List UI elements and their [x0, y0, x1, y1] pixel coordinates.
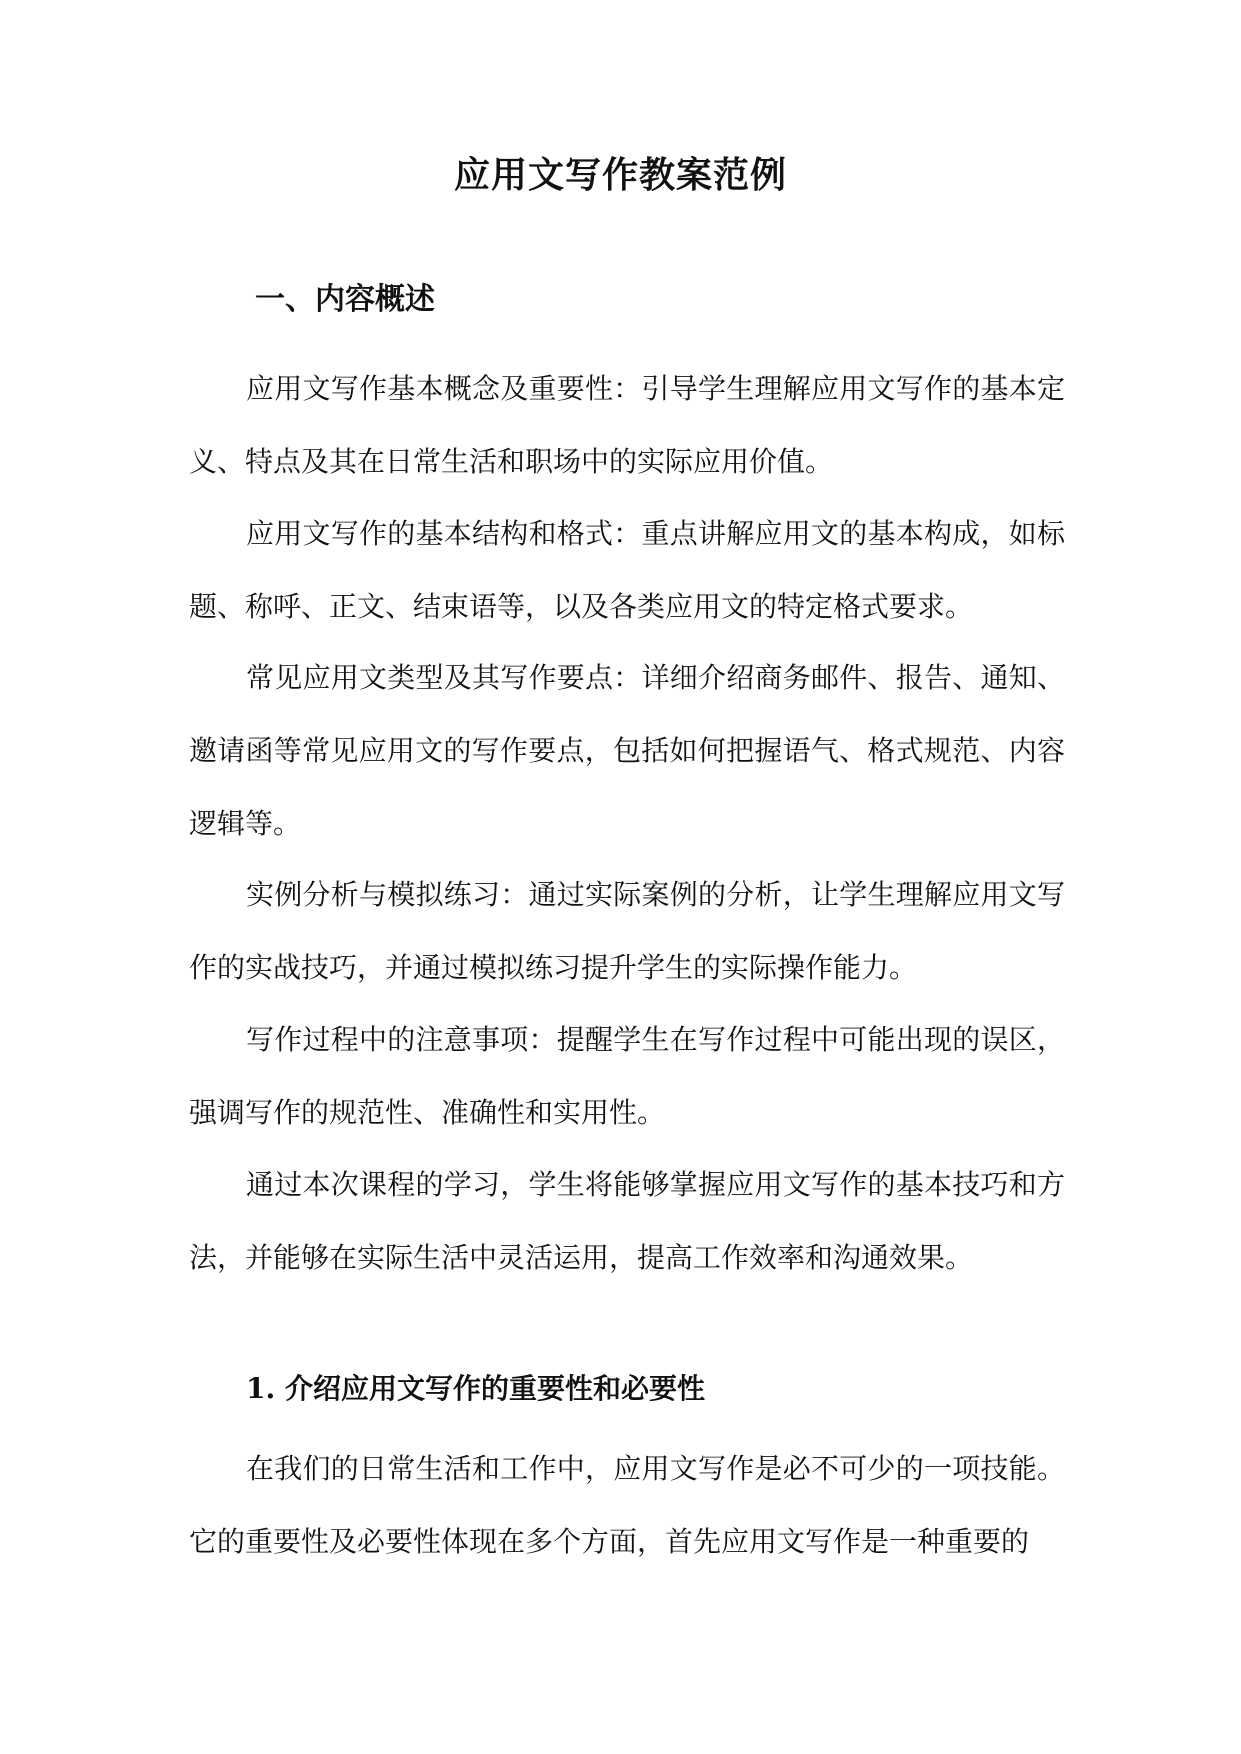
paragraph-case-analysis: 实例分析与模拟练习：通过实际案例的分析，让学生理解应用文写作的实战技巧，并通过模拟练习提升学生的实际操作能力。 [189, 878, 1065, 984]
subheading: 1. 介绍应用文写作的重要性和必要性 [246, 1372, 705, 1405]
paragraph-structure-format: 应用文写作的基本结构和格式：重点讲解应用文的基本构成，如标题、称呼、正文、结束语等，以及各类应用文的特定格式要求。 [189, 517, 1065, 623]
paragraph-precautions: 写作过程中的注意事项：提醒学生在写作过程中可能出现的误区，强调写作的规范性、准确性和实用性。 [189, 1023, 1065, 1129]
section-heading: 一、内容概述 [255, 282, 435, 317]
paragraph-common-types: 常见应用文类型及其写作要点：详细介绍商务邮件、报告、通知、邀请函等常见应用文的写作要点，包括如何把握语气、格式规范、内容逻辑等。 [189, 661, 1065, 840]
paragraph-basic-concept: 应用文写作基本概念及重要性：引导学生理解应用文写作的基本定义、特点及其在日常生活和职场中的实际应用价值。 [189, 372, 1065, 478]
paragraph-summary: 通过本次课程的学习，学生将能够掌握应用文写作的基本技巧和方法，并能够在实际生活中灵活运用，提高工作效率和沟通效果。 [189, 1168, 1065, 1274]
document-title: 应用文写作教案范例 [453, 154, 787, 196]
paragraph-importance: 在我们的日常生活和工作中，应用文写作是必不可少的一项技能。它的重要性及必要性体现在多个方面，首先应用文写作是一种重要的 [189, 1452, 1065, 1558]
